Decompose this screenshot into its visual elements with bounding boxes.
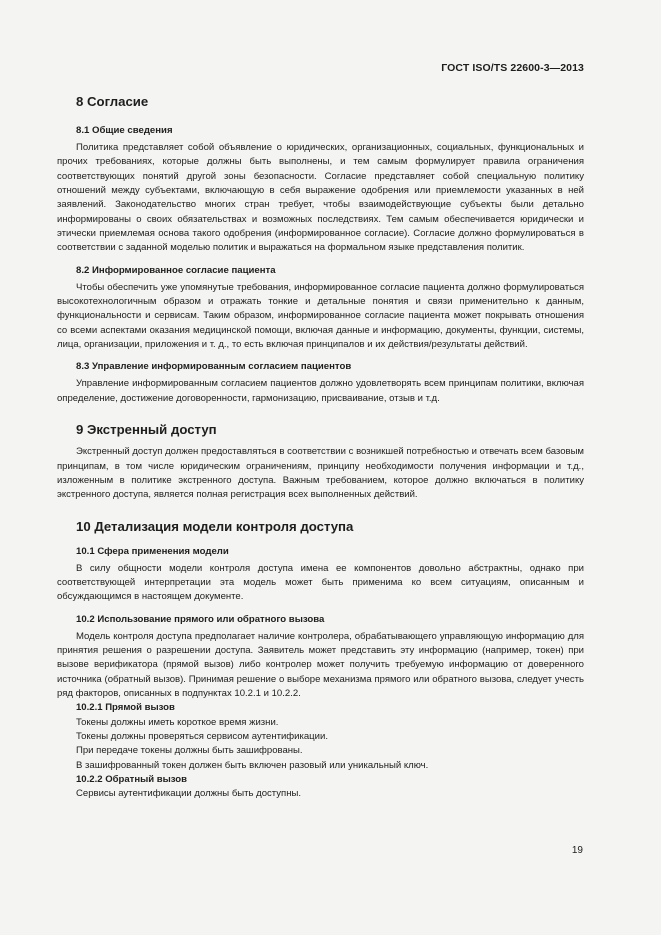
list-item: Токены должны проверяться сервисом аутентификации. <box>76 730 328 742</box>
section-8-title: 8 Согласие <box>76 94 149 109</box>
section-8-2-title: 8.2 Информированное согласие пациента <box>76 264 276 276</box>
section-10-1-text: В силу общности модели контроля доступа имена ее компонентов довольно абстрактны, однако при соответствующей интерпретации эта модель может быть применима ко всем ситуациям, описанным и обсуждающимся в настоящем документе. <box>57 562 584 603</box>
section-8-3-title: 8.3 Управление информированным согласием пациентов <box>76 361 352 373</box>
list-item: Токены должны иметь короткое время жизни. <box>76 716 279 728</box>
section-10-2-1-title: 10.2.1 Прямой вызов <box>76 702 175 714</box>
page-number: 19 <box>571 845 583 856</box>
section-10-1-title: 10.1 Сфера применения модели <box>76 545 229 557</box>
section-8-3-text: Управление информированным согласием пациентов должно удовлетворять всем принципам политики, включая определение, достижение договоренности, гармонизацию, присваивание, отзыв и т.д. <box>57 378 584 404</box>
section-9-text: Экстренный доступ должен предоставляться в соответствии с возникшей потребностью и отвечать всем базовым принципам, в том числе юридическим ограничениям, принципу необходимости получения информации и т.д., изложенным в политике экстренного доступа. Важным требованием, которое должно включаться в политику экстренного доступа, является полная регистрация всех выполненных действий. <box>57 446 584 501</box>
list-item: При передаче токены должны быть зашифрованы. <box>76 745 303 757</box>
list-item: Сервисы аутентификации должны быть доступны. <box>76 788 302 800</box>
standard-header: ГОСТ ISO/TS 22600-3—2013 <box>441 62 584 74</box>
section-8-1-title: 8.1 Общие сведения <box>76 125 173 136</box>
section-8-1-text: Политика представляет собой объявление о юридических, организационных, социальных, функциональных и прочих требованиях, которые должны быть выполнены, и тем самым формулирует правила ограничения соответствующих понятий другой зоны безопасности. Согласие представляет собой специальную политику отношений между субъектами, включающую в себя выражение одобрения или приемлемости указанных в ней заявлений. Законодательство многих стран требует, чтобы взаимодействующие субъекты были детально информированы о своих обязательствах и возможных последствиях. Тем самым обеспечивается юридически и этически приемлемая основа такого одобрения (информированное согласие). Согласие должно формулироваться в соответствии с заданной моделью политик и выражаться на формальном языке представления политик. <box>57 142 584 254</box>
section-10-2-2-title: 10.2.2 Обратный вызов <box>76 774 188 785</box>
page-content <box>57 94 584 802</box>
list-item: В зашифрованный токен должен быть включен разовый или уникальный ключ. <box>76 759 429 771</box>
section-10-2-text: Модель контроля доступа предполагает наличие контролера, обрабатывающего управляющую информацию для принятия решения о разрешении доступа. Заявитель может представить эту информацию (например, токен) при вызове верификатора (прямой вызов) либо контролер может получить требуемую информацию от доверенного источника (обратный вызов). Принимая решение о выборе механизма прямого или обратного вызова, следует учесть ряд факторов, описанных в подпунктах 10.2.1 и 10.2.2. <box>57 630 584 699</box>
section-10-title: 10 Детализация модели контроля доступа <box>76 518 354 534</box>
section-8-2-text: Чтобы обеспечить уже упомянутые требования, информированное согласие пациента должно формулироваться высокотехнологичным образом и отражать тонкие и детальные понятия и связи применительно к данным, функциональности и сервисам. Таким образом, информированное согласие пациента может покрывать отношения со всеми аспектами оказания медицинской помощи, включая данные и информацию, документы, функции, системы, лица, организации, приложения и т. д., то есть включая принципалов и их действия/результаты действий. <box>57 281 584 351</box>
section-9-title: 9 Экстренный доступ <box>76 422 217 438</box>
section-10-2-title: 10.2 Использование прямого или обратного вызова <box>76 613 325 625</box>
